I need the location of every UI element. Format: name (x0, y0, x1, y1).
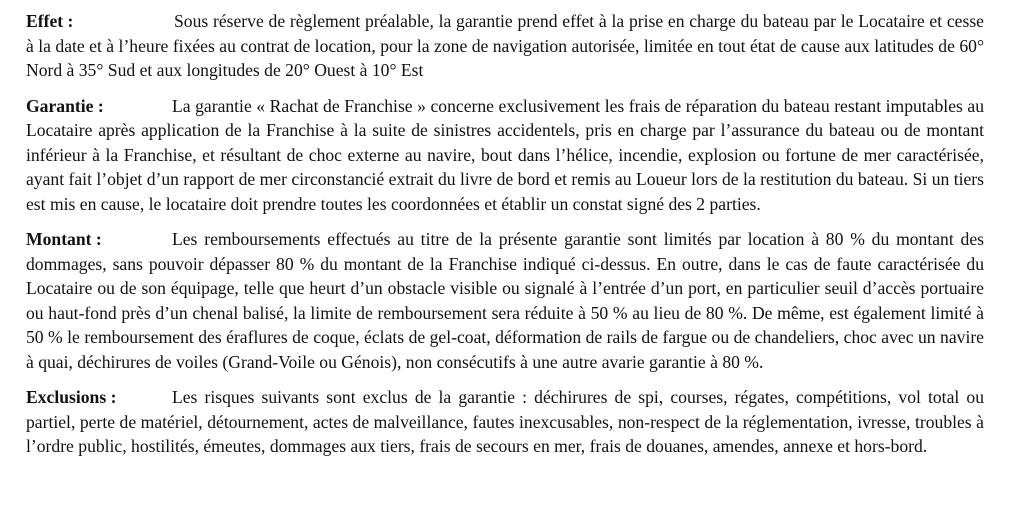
section-effet (26, 9, 984, 83)
document (26, 9, 984, 459)
section-text-garantie: La garantie « Rachat de Franchise » concerne exclusivement les frais de réparation du bateau restant imputables au Locataire après application de la Franchise à la suite de sinistres accidentels, pris en charge par l’assurance du bateau ou de montant inférieur à la Franchise, et résultant de choc externe au navire, bout dans l’hélice, incendie, explosion ou fortune de mer caractérisée, ayant fait l’objet d’un rapport de mer circonstancié extrait du livre de bord et remis au Loueur lors de la restitution du bateau. Si un tiers est mis en cause, le locataire doit prendre toutes les coordonnées et établir un constat signé des 2 parties. (26, 95, 984, 214)
section-text-effet: Sous réserve de règlement préalable, la garantie prend effet à la prise en charge du bateau par le Locataire et cesse à la date et à l’heure fixées au contrat de location, pour la zone de navigation autorisée, limitée en tout état de cause aux latitudes de 60° Nord à 35° Sud et aux longitudes de 20° Ouest à 10° Est (26, 11, 984, 80)
section-exclusions (26, 385, 984, 459)
section-text-montant: Les remboursements effectués au titre de la présente garantie sont limités par location à 80 % du montant des dommages, sans pouvoir dépasser 80 % du montant de la Franchise indiqué ci-dessus. En outre, dans le cas de faute caractérisée du Locataire ou de son équipage, telle que heurt d’un obstacle visible ou signalé à l’entrée d’un port, en particulier seuil d’accès portuaire ou haut-fond près d’un chenal balisé, la limite de remboursement sera réduite à 50 % au lieu de 80 %. De même, est également limité à 50 % le remboursement des éraflures de coque, éclats de gel-coat, déformation de rails de fargue ou de chandeliers, choc avec un navire à quai, déchirures de voiles (Grand-Voile ou Génois), non consécutifs à une autre avarie garantie à 80 %. (26, 229, 984, 372)
section-label-exclusions: Exclusions : (26, 387, 117, 407)
section-garantie (26, 94, 984, 217)
section-label-effet: Effet : (26, 11, 74, 31)
section-montant (26, 227, 984, 374)
section-label-garantie: Garantie : (26, 95, 104, 116)
section-label-montant: Montant : (26, 229, 102, 249)
section-text-exclusions: Les risques suivants sont exclus de la garantie : déchirures de spi, courses, régates, compétitions, vol total ou partiel, perte de matériel, détournement, actes de malveillance, fautes inexcusables, non-respect de la réglementation, ivresse, troubles à l’ordre public, hostilités, émeutes, dommages aux tiers, frais de secours en mer, frais de douanes, amendes, annexe et hors-bord. (26, 387, 984, 456)
